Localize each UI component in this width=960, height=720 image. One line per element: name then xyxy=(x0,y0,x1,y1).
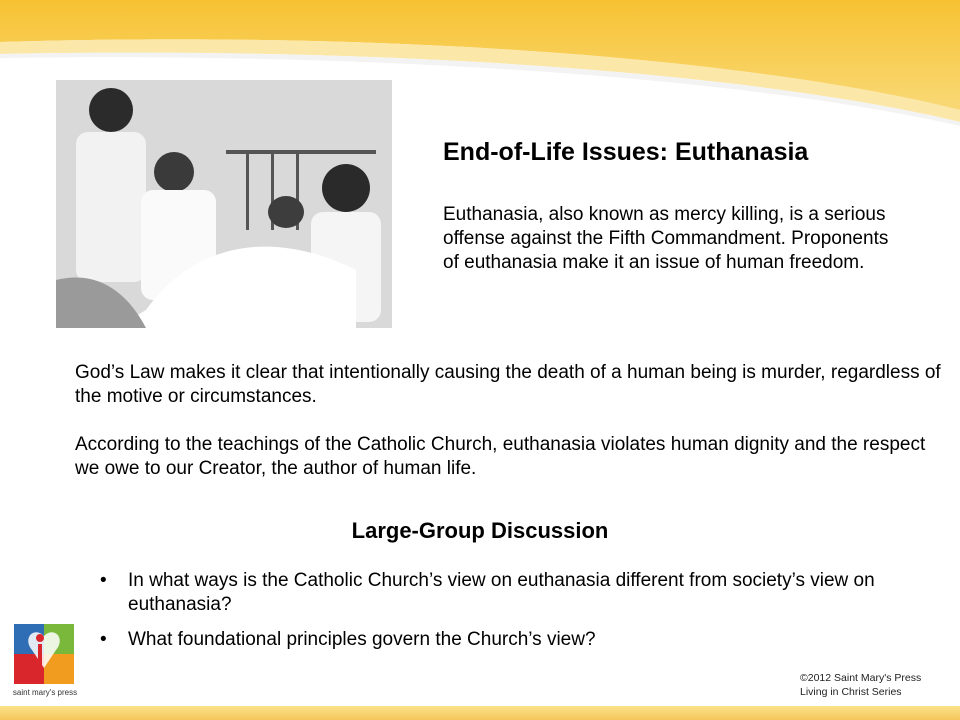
slide-title: End-of-Life Issues: Euthanasia xyxy=(443,138,809,166)
copyright-notice xyxy=(800,671,960,699)
copyright-line: ©2012 Saint Mary's Press xyxy=(800,672,922,684)
logo-mark-icon xyxy=(10,622,80,686)
discussion-question-2: What foundational principles govern the Church’s view? xyxy=(128,629,596,650)
discussion-question-1: In what ways is the Catholic Church’s view on euthanasia different from society’s view on euthanasia? xyxy=(128,570,875,615)
list-item xyxy=(100,628,900,652)
bullet-icon: • xyxy=(100,570,107,591)
discussion-heading: Large-Group Discussion xyxy=(351,518,609,543)
paragraph-gods-law: God’s Law makes it clear that intentionally causing the death of a human being is murder, regardless of the motive or circumstances. xyxy=(75,362,941,407)
list-item xyxy=(100,569,900,617)
historical-hospital-photo xyxy=(56,80,392,328)
series-line: Living in Christ Series xyxy=(800,686,902,698)
intro-text: Euthanasia, also known as mercy killing, is a serious offense against the Fifth Commandment. Proponents of euthanasia make it an issue of human freedom. xyxy=(443,204,889,273)
saint-marys-press-logo xyxy=(10,622,80,702)
discussion-questions xyxy=(100,569,900,663)
logo-text: saint mary's press xyxy=(12,688,78,697)
paragraph-church-teaching: According to the teachings of the Catholic Church, euthanasia violates human dignity and the respect we owe to our Creator, the author of human life. xyxy=(75,434,926,479)
bullet-icon: • xyxy=(100,629,107,650)
footer-band xyxy=(0,706,960,720)
